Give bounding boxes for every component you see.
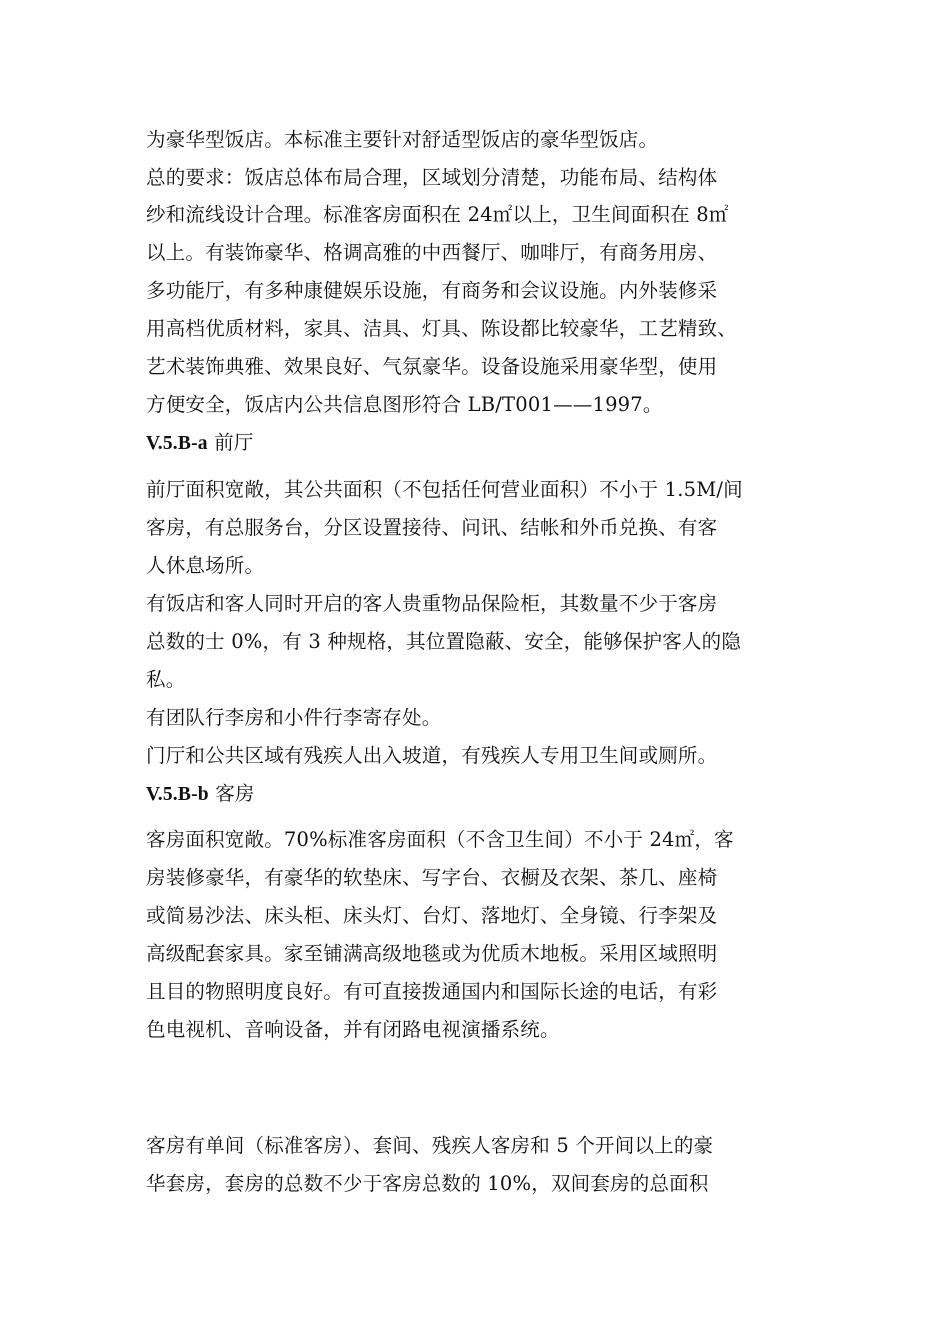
body-line: 艺术装饰典雅、效果良好、气氛豪华。设备设施采用豪华型，使用 [146, 355, 718, 378]
body-line: 客房，有总服务台，分区设置接待、问讯、结帐和外币兑换、有客 [146, 516, 718, 539]
body-line: 纱和流线设计合理。标准客房面积在 24㎡以上，卫生间面积在 8㎡ [146, 203, 729, 226]
body-line: 有团队行李房和小件行李寄存处。 [146, 706, 442, 729]
body-line: 前厅面积宽敞，其公共面积（不包括任何营业面积）不小于 1.5M/间 [146, 478, 743, 501]
body-line: 且目的物照明度良好。有可直接拨通国内和国际长途的电话，有彩 [146, 980, 718, 1003]
section-title: 前厅 [207, 431, 254, 454]
body-line: 房装修豪华，有豪华的软垫床、写字台、衣橱及衣架、茶几、座椅 [146, 866, 718, 889]
body-line: 人休息场所。 [146, 554, 265, 577]
body-line: 高级配套家具。家至铺满高级地毯或为优质木地板。采用区域照明 [146, 942, 718, 965]
body-line: 为豪华型饭店。本标准主要针对舒适型饭店的豪华型饭店。 [146, 128, 659, 151]
body-line: 多功能厅，有多种康健娱乐设施，有商务和会议设施。内外装修采 [146, 279, 718, 302]
body-line: 客房有单间（标准客房）、套间、残疾人客房和 5 个开间以上的豪 [146, 1134, 714, 1157]
section-code: V.5.B-b [146, 784, 209, 805]
body-line: 或简易沙法、床头柜、床头灯、台灯、落地灯、全身镜、行李架及 [146, 904, 718, 927]
body-line: 总的要求：饭店总体布局合理，区域划分清楚，功能布局、结构体 [146, 166, 718, 189]
body-line: 方便安全，饭店内公共信息图形符合 LB/T001——1997。 [146, 393, 663, 416]
section-title: 客房 [208, 782, 255, 805]
body-line: 用高档优质材料，家具、洁具、灯具、陈设都比较豪华，工艺精致、 [146, 317, 738, 340]
body-line: 客房面积宽敞。70%标准客房面积（不含卫生间）不小于 24㎡，客 [146, 828, 734, 851]
section-heading-front-hall [146, 431, 816, 456]
body-line: 以上。有装饰豪华、格调高雅的中西餐厅、咖啡厅，有商务用房、 [146, 241, 718, 264]
body-line: 私。 [146, 668, 186, 691]
body-line: 门厅和公共区域有残疾人出入坡道，有残疾人专用卫生间或厕所。 [146, 744, 718, 767]
body-line: 色电视机、音响设备，并有闭路电视演播系统。 [146, 1018, 560, 1041]
section-heading-guest-rooms [146, 782, 816, 807]
body-line: 总数的士 0%，有 3 种规格，其位置隐蔽、安全，能够保护客人的隐 [146, 630, 742, 653]
body-line: 华套房，套房的总数不少于客房总数的 10%，双间套房的总面积 [146, 1172, 709, 1195]
body-line: 有饭店和客人同时开启的客人贵重物品保险柜，其数量不少于客房 [146, 592, 718, 615]
section-code: V.5.B-a [146, 433, 208, 454]
